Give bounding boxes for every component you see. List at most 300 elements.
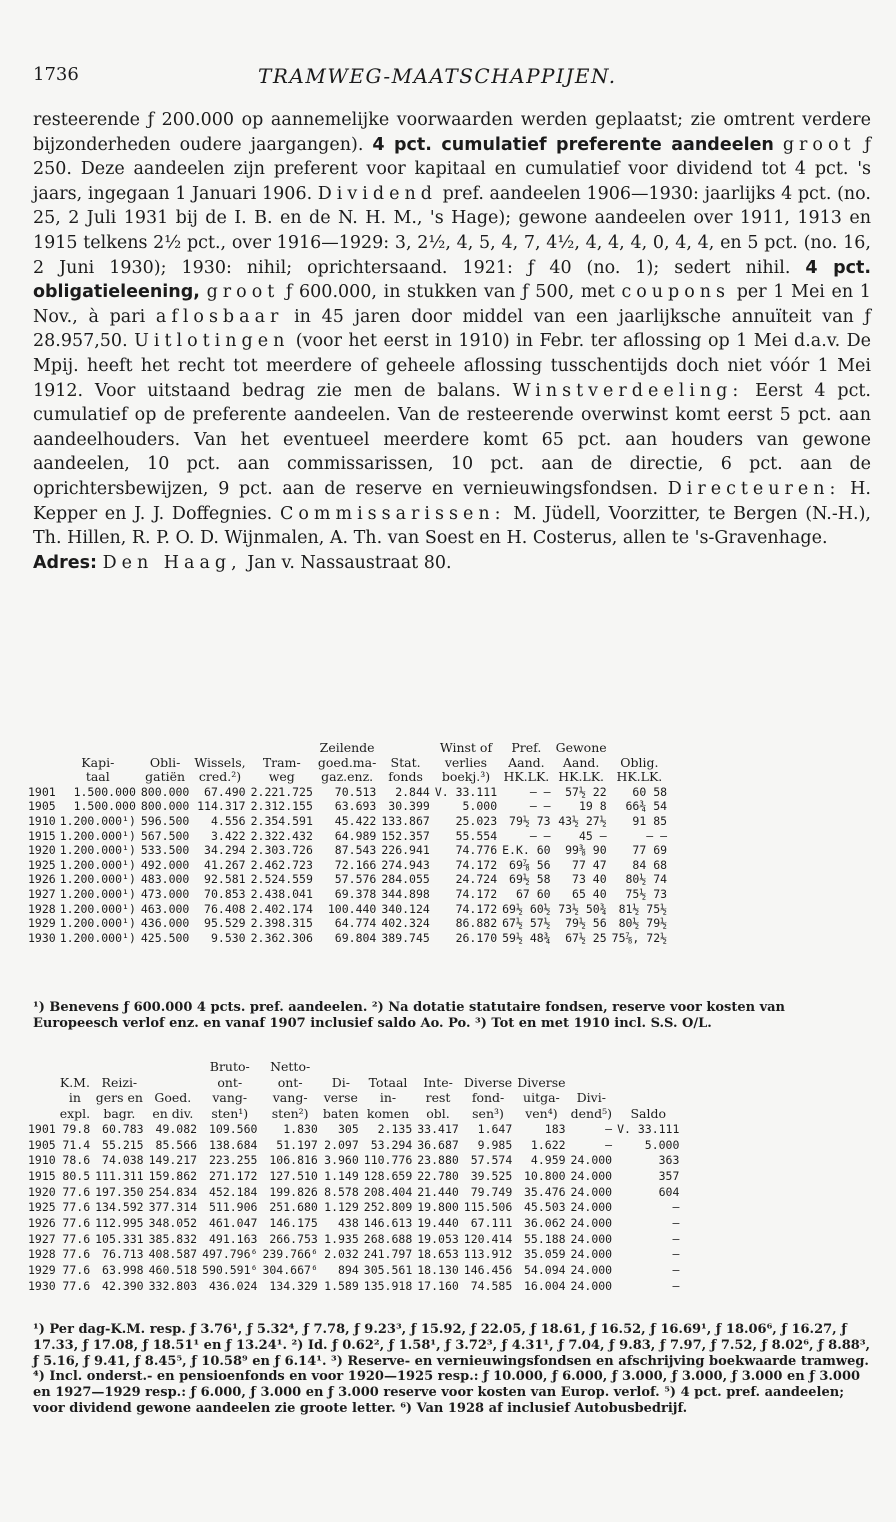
header-cell xyxy=(28,756,60,771)
table-cell: 63.998 xyxy=(102,1263,144,1278)
table-row xyxy=(28,1185,684,1201)
table-cell: 436.000 xyxy=(140,916,190,931)
body-paragraph xyxy=(33,108,871,551)
table-cell: 57.574 xyxy=(470,1153,513,1168)
exploitation-table xyxy=(28,1059,684,1295)
table-cell: 106.816 xyxy=(269,1153,318,1168)
header-cell: boekj.³) xyxy=(441,769,491,785)
table-cell: 8.578 xyxy=(324,1184,359,1199)
table-cell: 105.331 xyxy=(95,1231,144,1246)
table-cell: 1905 xyxy=(28,799,56,814)
table-header-row xyxy=(28,770,672,785)
section-heading-preferred-shares: 4 pct. cumulatief preferente aandeelen xyxy=(372,134,774,155)
table-cell: 77 47 xyxy=(572,857,607,872)
table-cell: 159.862 xyxy=(148,1168,198,1183)
table-cell: 75⅞, 72½ xyxy=(611,930,668,945)
header-cell: goed.ma- xyxy=(317,754,377,770)
text-run: H. Kepper en J. J. Doffegnies. xyxy=(33,478,871,524)
header-cell xyxy=(95,1059,148,1075)
table-cell: 239.766⁶ xyxy=(262,1247,318,1262)
table-cell: 305.561 xyxy=(363,1263,413,1278)
header-cell: verse xyxy=(323,1090,358,1106)
table-cell: V. 33.111 xyxy=(434,784,498,799)
table-cell: 284.055 xyxy=(381,872,430,887)
table-cell: 92.581 xyxy=(204,872,246,887)
table-cell: 77.6 xyxy=(62,1231,91,1246)
table-cell: 1910 xyxy=(28,1153,56,1168)
table-cell: 1920 xyxy=(28,843,56,858)
table-cell: 95.529 xyxy=(204,916,246,931)
table-cell: — — xyxy=(529,784,551,799)
header-cell: obl. xyxy=(426,1106,450,1122)
table-cell: 304.667⁶ xyxy=(262,1263,318,1278)
table-cell: 10.800 xyxy=(524,1168,566,1183)
table-cell: 1.200.000¹) xyxy=(59,813,136,828)
spaced-term: groot xyxy=(782,134,856,155)
table-cell: — xyxy=(672,1247,680,1262)
table-cell: 483.000 xyxy=(140,872,190,887)
header-cell: HK.LK. xyxy=(616,769,663,785)
table-row xyxy=(28,843,672,858)
table-cell: 120.414 xyxy=(463,1231,513,1246)
header-cell xyxy=(28,770,60,785)
table-cell: 57.576 xyxy=(334,872,377,887)
table-cell: 51.197 xyxy=(276,1137,318,1152)
table-cell: 55.215 xyxy=(102,1137,144,1152)
table-cell: 60 58 xyxy=(632,784,668,799)
table-cell: 77.6 xyxy=(62,1216,91,1231)
table-cell: 223.255 xyxy=(208,1153,258,1168)
table-cell: 112.995 xyxy=(95,1216,144,1231)
table-row xyxy=(28,1200,684,1216)
header-cell xyxy=(60,741,141,756)
table-row xyxy=(28,1232,684,1248)
table-cell: 85.566 xyxy=(155,1137,198,1152)
section-heading-bond-loan: 4 pct. obligatieleening, xyxy=(33,257,871,303)
table-cell: 9.530 xyxy=(210,930,246,945)
spaced-term: Dividend xyxy=(317,183,437,204)
table-cell: 74.585 xyxy=(470,1278,513,1293)
header-cell xyxy=(517,1059,570,1075)
table-cell: 67½ 57½ xyxy=(502,916,551,931)
header-cell: Totaal xyxy=(368,1074,408,1090)
table-cell: 79.8 xyxy=(62,1121,91,1136)
header-cell: vang- xyxy=(272,1090,308,1106)
table-cell: — — xyxy=(529,828,551,843)
table-cell: 1930 xyxy=(28,930,56,945)
table-cell: 1.200.000¹) xyxy=(59,930,136,945)
header-cell: Tram- xyxy=(262,754,301,770)
table-cell: 492.000 xyxy=(140,857,190,872)
header-cell: Diverse xyxy=(463,1074,513,1090)
table-cell: 226.941 xyxy=(381,843,430,858)
table-cell: 1901 xyxy=(28,784,56,799)
header-cell xyxy=(323,1059,364,1075)
table-cell: 340.124 xyxy=(381,901,430,916)
table-cell: — — xyxy=(529,799,551,814)
table-cell: 113.912 xyxy=(463,1247,513,1262)
table-cell: 2.362.306 xyxy=(250,930,313,945)
table-cell: 274.943 xyxy=(381,857,430,872)
header-cell: gaz.enz. xyxy=(321,769,374,785)
header-cell xyxy=(28,1106,60,1122)
table-cell: 24.000 xyxy=(570,1153,613,1168)
header-cell: Kapi- xyxy=(81,754,115,770)
table-cell: 19.800 xyxy=(417,1200,459,1215)
table-cell: 77.6 xyxy=(62,1263,91,1278)
table-cell: 57½ 22 xyxy=(565,784,607,799)
table-header-row xyxy=(28,1075,684,1091)
table-cell: 183 xyxy=(544,1121,566,1136)
table-cell: 2.097 xyxy=(324,1137,359,1152)
table-cell: 425.500 xyxy=(140,930,190,945)
table-cell: 54.094 xyxy=(524,1263,566,1278)
header-cell: HK.LK. xyxy=(503,769,550,785)
table-row xyxy=(28,1263,684,1279)
table-cell: 21.440 xyxy=(417,1184,459,1199)
table-cell: E.K. 60 xyxy=(502,843,551,858)
table-cell: 2.354.591 xyxy=(250,813,313,828)
text-run: per 1 Mei en 1 Nov., à pari xyxy=(33,282,871,327)
table-row xyxy=(28,1216,684,1232)
table-cell: 408.587 xyxy=(148,1247,198,1262)
table-cell: 79½ 73 xyxy=(509,813,551,828)
table-cell: 67 60 xyxy=(515,886,551,901)
table-cell: 99⅜ 90 xyxy=(565,843,607,858)
table-cell: — xyxy=(672,1231,680,1246)
table-cell: 67½ 25 xyxy=(565,930,607,945)
header-cell: Reizi- xyxy=(101,1074,138,1090)
address-label: Adres: xyxy=(33,552,97,573)
table-cell: 77.6 xyxy=(62,1278,91,1293)
table-cell: 197.350 xyxy=(95,1184,144,1199)
table-cell: 268.688 xyxy=(363,1231,413,1246)
table-cell: 2.135 xyxy=(377,1121,413,1136)
header-cell: Di- xyxy=(331,1074,350,1090)
table-cell: 19.053 xyxy=(417,1231,459,1246)
table-cell: 199.826 xyxy=(269,1184,318,1199)
header-cell: Bruto- xyxy=(209,1059,250,1074)
header-cell: Stat. xyxy=(390,754,421,770)
header-cell: Gewone xyxy=(555,740,607,755)
table-cell: 86.882 xyxy=(455,916,498,931)
table-cell: 63.693 xyxy=(334,799,377,814)
table-row xyxy=(28,1153,684,1169)
text-run: in 45 jaren door middel van een jaarlijksche annuïteit van ƒ 28.957,50. xyxy=(33,306,871,352)
header-cell: ven⁴) xyxy=(525,1106,558,1122)
table-cell: 894 xyxy=(338,1263,359,1278)
table-cell: 60.783 xyxy=(102,1121,144,1136)
table-cell: 69.378 xyxy=(334,886,377,901)
page-number: 1736 xyxy=(33,64,79,85)
header-cell: sen³) xyxy=(472,1106,504,1122)
header-cell: en div. xyxy=(152,1106,194,1122)
table-cell: 1915 xyxy=(28,828,56,843)
header-cell: K.M. xyxy=(59,1074,90,1090)
table-cell: 2.398.315 xyxy=(250,916,313,931)
table-cell: 1.200.000¹) xyxy=(59,857,136,872)
table-cell: 344.898 xyxy=(381,886,430,901)
table-cell: 72.166 xyxy=(334,857,377,872)
table-cell: 64.989 xyxy=(334,828,377,843)
table-cell: 357 xyxy=(658,1168,680,1183)
table-cell: 24.000 xyxy=(570,1263,613,1278)
running-title: TRAMWEG-MAATSCHAPPIJEN. xyxy=(258,64,617,88)
table-cell: 19 8 xyxy=(578,799,607,814)
table-cell: 53.294 xyxy=(370,1137,413,1152)
table-cell: 70.513 xyxy=(334,784,377,799)
table-cell: 1.200.000¹) xyxy=(59,843,136,858)
table-cell: 22.780 xyxy=(417,1168,459,1183)
table-cell: 146.175 xyxy=(269,1216,318,1231)
table-cell: 1928 xyxy=(28,1247,56,1262)
text-run: ƒ 600.000, in stukken van ƒ 500, met xyxy=(285,282,615,303)
table-cell: 24.000 xyxy=(570,1247,613,1262)
table-cell: 1.589 xyxy=(324,1278,359,1293)
header-cell xyxy=(28,1059,60,1075)
table-cell: 4.959 xyxy=(530,1153,566,1168)
header-cell xyxy=(149,1059,202,1075)
table-cell: 377.314 xyxy=(148,1200,198,1215)
table-cell: 2.844 xyxy=(395,784,430,799)
table-cell: 1.500.000 xyxy=(73,799,136,814)
table-cell: 81½ 75½ xyxy=(618,901,668,916)
header-cell xyxy=(364,1059,417,1075)
table-cell: 1.830 xyxy=(283,1121,318,1136)
header-cell xyxy=(612,741,672,756)
table-cell: 33.417 xyxy=(417,1121,459,1136)
table-cell: 1.149 xyxy=(324,1168,359,1183)
header-cell: ont- xyxy=(277,1074,303,1090)
header-cell: HK.LK. xyxy=(558,769,605,785)
table-cell: — xyxy=(672,1263,680,1278)
table-cell: 2.032 xyxy=(324,1247,359,1262)
table-cell: 69.804 xyxy=(334,930,377,945)
table-cell: 1.200.000¹) xyxy=(59,901,136,916)
table-cell: 1.129 xyxy=(324,1200,359,1215)
table-cell: 69½ 58 xyxy=(509,872,551,887)
table-cell: 80½ 79½ xyxy=(618,916,668,931)
table-cell: 590.591⁶ xyxy=(202,1263,258,1278)
table-cell: 800.000 xyxy=(140,799,190,814)
header-cell: sten²) xyxy=(271,1106,309,1122)
table-cell: 305 xyxy=(338,1121,359,1136)
table-row xyxy=(28,858,672,873)
table-cell: 23.880 xyxy=(417,1153,459,1168)
header-cell: Goed. xyxy=(154,1090,192,1106)
table-cell: 596.500 xyxy=(140,813,190,828)
table-cell: 18.653 xyxy=(417,1247,459,1262)
table-row xyxy=(28,872,672,887)
spaced-term: aflosbaar xyxy=(155,306,284,327)
spaced-term: Directeuren: xyxy=(667,478,841,499)
table-cell: 71.4 xyxy=(62,1137,91,1152)
header-cell: komen xyxy=(366,1106,410,1122)
header-cell: vang- xyxy=(212,1090,248,1106)
table-cell: 138.684 xyxy=(208,1137,258,1152)
table-row xyxy=(28,829,672,844)
table-cell: 1927 xyxy=(28,1231,56,1246)
table-cell: 36.062 xyxy=(524,1216,566,1231)
table-cell: 1910 xyxy=(28,813,56,828)
table-cell: — xyxy=(672,1216,680,1231)
header-cell xyxy=(464,1059,517,1075)
header-cell: gatiën xyxy=(145,769,186,785)
table-cell: 1915 xyxy=(28,1168,56,1183)
table-cell: 389.745 xyxy=(381,930,430,945)
table-cell: 1.200.000¹) xyxy=(59,886,136,901)
table-cell: 25.023 xyxy=(455,813,498,828)
table-cell: 152.357 xyxy=(381,828,430,843)
table-cell: 66¾ 54 xyxy=(625,799,668,814)
table-cell: 109.560 xyxy=(208,1121,258,1136)
text-run: (voor het eerst in 1910) in Febr. ter aflossing op 1 Mei d.a.v. De Mpij. heeft het recht tot meerdere of geheele aflossing tusschentijds doch niet vóór 1 Mei 1912. Voor uitstaand bedrag zie men de balans. xyxy=(33,331,871,401)
table-row xyxy=(28,887,672,902)
table-cell: 65 40 xyxy=(572,886,607,901)
header-cell: cred.²) xyxy=(198,769,242,785)
header-cell xyxy=(28,1075,60,1091)
table-cell: 1.935 xyxy=(324,1231,359,1246)
table-cell: 76.713 xyxy=(102,1247,144,1262)
table-cell: 128.659 xyxy=(363,1168,413,1183)
text-run: pref. aandeelen 1906—1930: jaarlijks 4 pct. (no. 25, 2 Juli 1931 bij de I. B. en de N. H. M., 's Hage); gewone aandeelen over 1911, 1913 en 1915 telkens 2½ pct., over 1916—1929: 3, 2½, 4, 5, 4, 7, 4½, 4, 4, 4, 0, 4, 4, en 5 pct. (no. 16, 2 Juni 1930); 1930: nihil; oprichtersaand. 1921: ƒ 40 (no. 1); sedert nihil. xyxy=(33,183,871,278)
table-row xyxy=(28,931,672,946)
table-cell: 24.000 xyxy=(570,1216,613,1231)
table-cell: 1929 xyxy=(28,916,56,931)
table-cell: 134.329 xyxy=(269,1278,318,1293)
table-cell: 91 85 xyxy=(632,813,668,828)
table-cell: 77 69 xyxy=(632,843,668,858)
table-cell: 1.647 xyxy=(477,1121,513,1136)
table-cell: 5.000 xyxy=(644,1137,680,1152)
table-cell: 74.172 xyxy=(455,857,498,872)
table-cell: 79.749 xyxy=(470,1184,513,1199)
table-cell: 34.294 xyxy=(204,843,246,858)
table-cell: 254.834 xyxy=(148,1184,198,1199)
header-cell: sten¹) xyxy=(211,1106,249,1122)
header-cell: fond- xyxy=(471,1090,505,1106)
table-cell: 111.311 xyxy=(95,1168,144,1183)
table-cell: 77.6 xyxy=(62,1247,91,1262)
table1-footnotes: ¹) Benevens ƒ 600.000 4 pcts. pref. aandeelen. ²) Na dotatie statutaire fondsen, reserve voor kosten van Europeesch verlof enz. en vanaf 1907 inclusief saldo Ao. Po. ³) Tot en met 1910 incl. S.S. O/L. xyxy=(33,1000,786,1031)
table-cell: 1927 xyxy=(28,886,56,901)
table-cell: 76.408 xyxy=(204,901,246,916)
table-row xyxy=(28,1138,684,1154)
table-cell: 2.312.155 xyxy=(250,799,313,814)
table-cell: 1.200.000¹) xyxy=(59,916,136,931)
table-cell: 385.832 xyxy=(148,1231,198,1246)
header-cell: rest xyxy=(425,1090,451,1106)
table-cell: 1.622 xyxy=(530,1137,566,1152)
table-cell: 55.554 xyxy=(455,828,498,843)
table-cell: 1.200.000¹) xyxy=(59,828,136,843)
table-cell: — xyxy=(672,1278,680,1293)
table-cell: 3.960 xyxy=(324,1153,359,1168)
table-cell: 77.6 xyxy=(62,1184,91,1199)
table-cell: 491.163 xyxy=(208,1231,258,1246)
table-cell: 1.200.000¹) xyxy=(59,872,136,887)
table-header-row xyxy=(28,741,672,756)
header-cell: expl. xyxy=(59,1106,91,1122)
table-cell: 438 xyxy=(338,1216,359,1231)
table-cell: 26.170 xyxy=(455,930,498,945)
table-cell: — xyxy=(605,1121,613,1136)
address-street: Jan v. Nassaustraat 80. xyxy=(247,552,452,573)
table-cell: 24.000 xyxy=(570,1231,613,1246)
table-cell: 67.490 xyxy=(204,784,246,799)
header-cell xyxy=(571,1059,618,1075)
table-cell: 74.172 xyxy=(455,901,498,916)
table-cell: 533.500 xyxy=(140,843,190,858)
table-cell: 100.440 xyxy=(327,901,377,916)
table-cell: 2.402.174 xyxy=(250,901,313,916)
header-cell: Aand. xyxy=(508,754,545,770)
table-cell: 69⅞ 56 xyxy=(509,857,551,872)
header-cell: dend⁵) xyxy=(570,1106,612,1122)
table-cell: 271.172 xyxy=(208,1168,258,1183)
table-cell: 16.004 xyxy=(524,1278,566,1293)
table-cell: 251.680 xyxy=(269,1200,318,1215)
table-cell: 55.188 xyxy=(524,1231,566,1246)
table-cell: 149.217 xyxy=(148,1153,198,1168)
table-cell: 1930 xyxy=(28,1278,56,1293)
table-cell: 114.317 xyxy=(197,799,246,814)
table-cell: 45 — xyxy=(578,828,607,843)
table-cell: 800.000 xyxy=(140,784,190,799)
table-cell: 348.052 xyxy=(148,1216,198,1231)
table-cell: 73½ 50¾ xyxy=(558,901,607,916)
table-cell: — xyxy=(605,1137,613,1152)
table-cell: — xyxy=(672,1200,680,1215)
header-cell xyxy=(60,1059,95,1075)
table-cell: 36.687 xyxy=(417,1137,459,1152)
table-cell: 41.267 xyxy=(204,857,246,872)
body-text xyxy=(33,108,871,575)
table-row xyxy=(28,799,672,814)
table-cell: 2.438.041 xyxy=(250,886,313,901)
table-cell: 332.803 xyxy=(148,1278,198,1293)
header-cell: uitga- xyxy=(523,1090,560,1106)
table-cell: 19.440 xyxy=(417,1216,459,1231)
table-row xyxy=(28,785,672,800)
header-cell xyxy=(571,1075,618,1091)
table-cell: 74.038 xyxy=(102,1153,144,1168)
header-cell: Pref. xyxy=(511,740,542,755)
header-cell: weg xyxy=(268,769,295,785)
spaced-term: Uitlotingen xyxy=(134,331,290,352)
table-row xyxy=(28,1279,684,1295)
header-cell: Divi- xyxy=(576,1090,606,1106)
table-row xyxy=(28,902,672,917)
header-cell xyxy=(381,741,434,756)
table-cell: 1920 xyxy=(28,1184,56,1199)
table-cell: 9.985 xyxy=(477,1137,513,1152)
table-cell: 74.776 xyxy=(455,843,498,858)
table-cell: 2.462.723 xyxy=(250,857,313,872)
table-cell: 1929 xyxy=(28,1263,56,1278)
address-city: Den Haag, xyxy=(102,552,242,573)
table-cell: 1926 xyxy=(28,1216,56,1231)
table-row xyxy=(28,916,672,931)
table-cell: 30.399 xyxy=(388,799,430,814)
header-cell xyxy=(141,741,194,756)
table-cell: 252.809 xyxy=(363,1200,413,1215)
table-cell: 80.5 xyxy=(62,1168,91,1183)
spaced-term: Winstverdeeling: xyxy=(512,380,744,401)
table-cell: 45.503 xyxy=(524,1200,566,1215)
spaced-term: groot xyxy=(206,282,280,303)
table-cell: 4.556 xyxy=(210,813,246,828)
